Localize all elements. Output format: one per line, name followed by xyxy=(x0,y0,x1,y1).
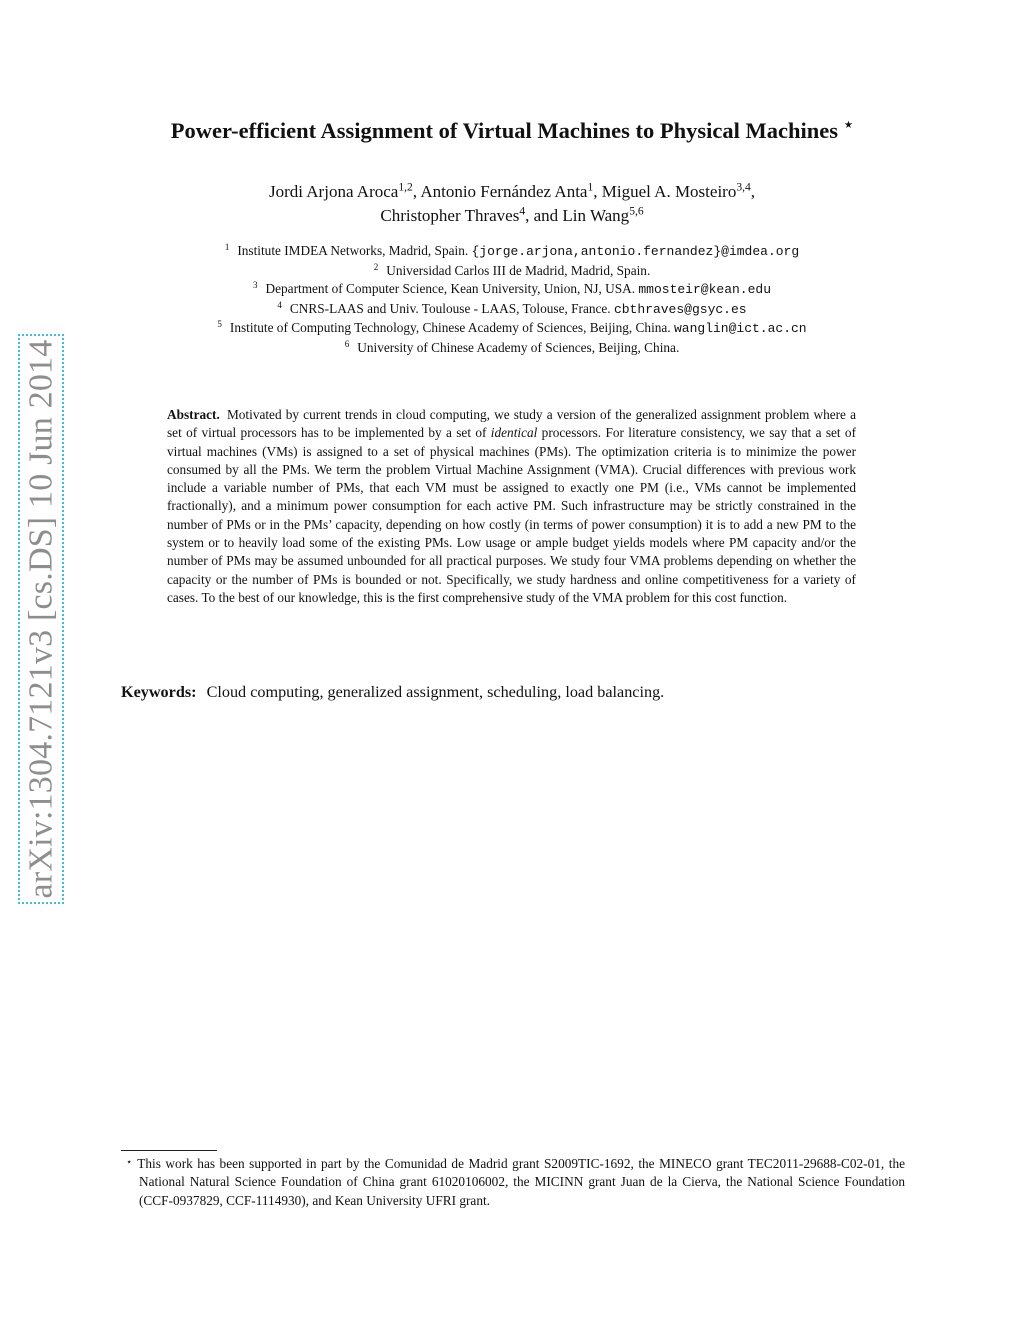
author-2: Antonio Fernández Anta$^1$, xyxy=(420,180,602,201)
abstract-text-part-2: processors. For literature consistency, we say that a set of virtual machines (VMs) is assigned to a set of physical machines (PMs). The optimization criteria is to minimize the power consumed by all the PMs. We term the problem Virtual Machine Assignment (VMA). Crucial differences with previous work include a variable number of PMs, that each VM must be assigned to exactly one PM (i.e., VMs cannot be implemented fractionally), and a minimum power consumption for each active PM. Such infrastructure may be strictly constrained in the number of PMs or in the PMs’ capacity, depending on how costly (in terms of power consumption) it is to add a new PM to the system or to heavily load some of the existing PMs. Low usage or ample budget yields models where PM capacity and/or the number of PMs may be assumed unbounded for all practical purposes. We study four VMA problems depending on whether the capacity or the number of PMs is bounded or not. Specifically, we study hardness and online competitiveness for a variety of cases. To the best of our knowledge, this is the first comprehensive study of the VMA problem for this cost function. xyxy=(167,425,857,605)
author-4: Christopher Thraves$^4$, and xyxy=(380,204,563,225)
footnote-rule xyxy=(121,1150,217,1151)
affiliation-1: $^1$ Institute IMDEA Networks, Madrid, Spain. {jorge.arjona,antonio.fernandez}@imdea.org xyxy=(224,242,800,259)
affiliation-email: cbthraves@gsyc.es xyxy=(613,301,747,317)
affiliation-4: $^4$ CNRS-LAAS and Univ. Toulouse - LAAS, Tolouse, France. cbthraves@gsyc.es xyxy=(277,299,747,317)
affiliation-3: $^3$ Department of Computer Science, Kean University, Union, NJ, USA. mmosteir@kean.edu xyxy=(253,280,771,297)
affiliation-6: $^6$ University of Chinese Academy of Sciences, Beijing, China. xyxy=(344,338,680,355)
affiliation-list xyxy=(60,242,964,357)
paper-title-block xyxy=(60,116,964,146)
affiliation-email: {jorge.arjona,antonio.fernandez}@imdea.org xyxy=(471,244,800,259)
footnote-text: This work has been supported in part by the Comunidad de Madrid grant S2009TIC-1692, the MINECO grant TEC2011-29688-C02-01, the National Natural Science Foundation of China grant 61020106002, the MICINN grant Juan de la Cierva, the National Science Foundation (CCF-0937829, CCF-1114930), and Kean University UFRI grant. xyxy=(137,1156,905,1208)
arxiv-stamp xyxy=(18,334,64,904)
affiliation-email: wanglin@ict.ac.cn xyxy=(673,321,807,336)
keywords xyxy=(121,681,911,703)
footnote xyxy=(121,1154,905,1210)
abstract-text-part-1: Motivated by current trends in cloud computing, we study a version of the generalized assignment problem where a set of virtual processors has to be implemented by a set of xyxy=(167,407,856,441)
author-1: Jordi Arjona Aroca$^{1,2}$, xyxy=(268,180,421,201)
keywords-text: Cloud computing, generalized assignment, scheduling, load balancing. xyxy=(206,683,665,701)
author-3: Miguel A. Mosteiro$^{3,4}$, xyxy=(601,180,756,201)
affiliation-2: $^2$ Universidad Carlos III de Madrid, Madrid, Spain. xyxy=(373,261,651,278)
footnote-mark: ⋆ xyxy=(126,1157,133,1168)
author-5: Lin Wang$^{5,6}$ xyxy=(562,204,644,225)
affiliation-5: $^5$ Institute of Computing Technology, Chinese Academy of Sciences, Beijing, China. wanglin@ict.ac.cn xyxy=(217,319,807,336)
paper-title: Power-efficient Assignment of Virtual Machines to Physical Machines xyxy=(170,118,838,143)
keywords-label: Keywords: xyxy=(121,683,197,701)
affiliation-email: mmosteir@kean.edu xyxy=(638,282,771,297)
abstract-italic-term: identical xyxy=(490,425,538,441)
abstract-label: Abstract. xyxy=(167,407,220,422)
arxiv-identifier: arXiv:1304.7121v3 [cs.DS] 10 Jun 2014 xyxy=(22,339,60,899)
author-list xyxy=(60,180,964,228)
title-footnote-mark: ⋆ xyxy=(843,116,854,134)
abstract xyxy=(167,406,856,607)
